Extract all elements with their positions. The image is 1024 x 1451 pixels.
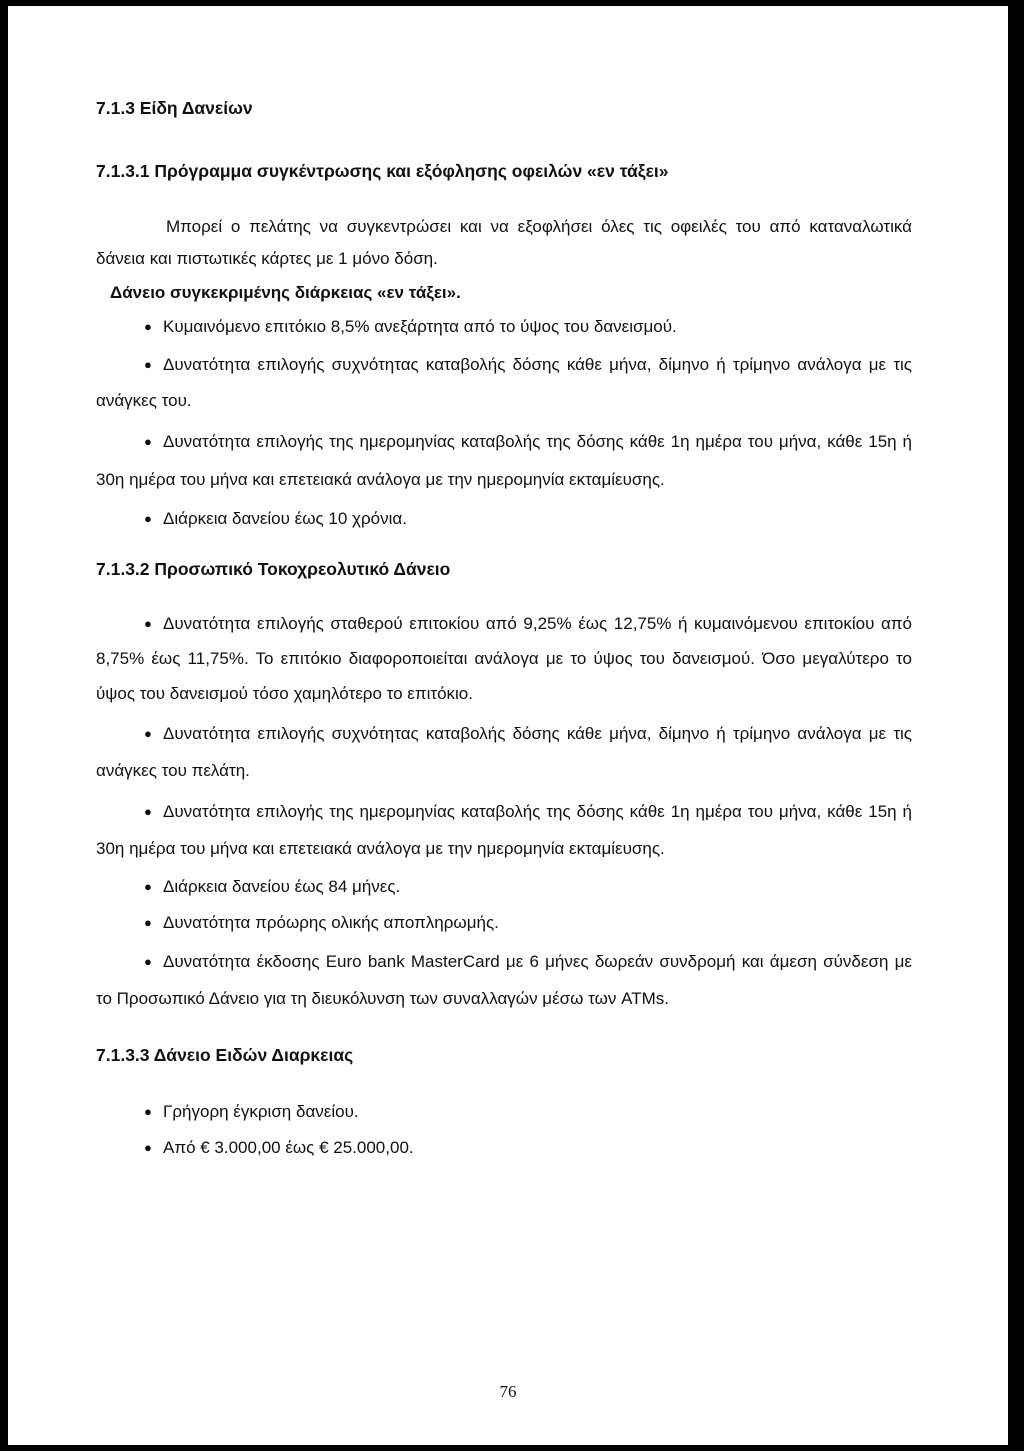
- bullet-icon: ●: [144, 879, 152, 894]
- bullet-icon: ●: [144, 726, 152, 741]
- document-page: [8, 6, 1008, 1445]
- list-item: ● Δυνατότητα επιλογής συχνότητας καταβολής δόσης κάθε μήνα, δίμηνο ή τρίμηνο ανάλογα με τις ανάγκες του πελάτη.: [96, 715, 912, 789]
- list-item: ● Δυνατότητα πρόωρης ολικής αποπληρωμής.: [96, 907, 912, 939]
- list-item: ● Διάρκεια δανείου έως 10 χρόνια.: [96, 503, 912, 535]
- bullet-icon: ●: [144, 616, 152, 631]
- list-item: ● Δυνατότητα επιλογής της ημερομηνίας καταβολής της δόσης κάθε 1η ημέρα του μήνα, κάθε 15η ή 30η ημέρα του μήνα και επετειακά ανάλογα με την ημερομηνία εκταμίευσης.: [96, 793, 912, 867]
- document-body: [96, 98, 912, 1164]
- page-number: 76: [499, 1382, 517, 1401]
- bullet-icon: ●: [144, 1140, 152, 1155]
- list-item: ● Γρήγορη έγκριση δανείου.: [96, 1096, 912, 1128]
- loan-subheading: Δάνειο συγκεκριμένης διάρκειας «εν τάξει».: [110, 283, 461, 302]
- section-heading-7-1-3-2: 7.1.3.2 Προσωπικό Τοκοχρεολυτικό Δάνειο: [96, 559, 451, 579]
- section-heading-7-1-3-3: 7.1.3.3 Δάνειο Ειδών Διαρκειας: [96, 1045, 354, 1065]
- list-item: ● Από € 3.000,00 έως € 25.000,00.: [96, 1132, 912, 1164]
- bullet-icon: ●: [144, 804, 152, 819]
- list-item: ● Δυνατότητα επιλογής της ημερομηνίας καταβολής της δόσης κάθε 1η ημέρα του μήνα, κάθε 15η ή 30η ημέρα του μήνα και επετειακά ανάλογα με την ημερομηνία εκταμίευσης.: [96, 423, 912, 499]
- list-item: ● Κυμαινόμενο επιτόκιο 8,5% ανεξάρτητα από το ύψος του δανεισμού.: [96, 311, 912, 343]
- bullet-icon: ●: [144, 434, 152, 449]
- list-item: ● Δυνατότητα επιλογής σταθερού επιτοκίου από 9,25% έως 12,75% ή κυμαινόμενου επιτοκίου από 8,75% έως 11,75%. Το επιτόκιο διαφοροποιείται ανάλογα με το ύψος του δανεισμού. Όσο μεγαλύτερο το ύψος του δανεισμού τόσο χαμηλότερο το επιτόκιο.: [96, 606, 912, 711]
- list-item: ● Διάρκεια δανείου έως 84 μήνες.: [96, 871, 912, 903]
- bullet-icon: ●: [144, 1104, 152, 1119]
- list-item: ● Δυνατότητα έκδοσης Euro bank MasterCard με 6 μήνες δωρεάν συνδρομή και άμεση σύνδεση με το Προσωπικό Δάνειο για τη διευκόλυνση των συναλλαγών μέσω των ATMs.: [96, 943, 912, 1017]
- bullet-icon: ●: [144, 511, 152, 526]
- bullet-icon: ●: [144, 915, 152, 930]
- section-heading-7-1-3: 7.1.3 Είδη Δανείων: [96, 98, 253, 118]
- list-item: ● Δυνατότητα επιλογής συχνότητας καταβολής δόσης κάθε μήνα, δίμηνο ή τρίμηνο ανάλογα με τις ανάγκες του.: [96, 347, 912, 419]
- bullet-icon: ●: [144, 954, 152, 969]
- intro-paragraph: Μπορεί ο πελάτης να συγκεντρώσει και να εξοφλήσει όλες τις οφειλές του από καταναλωτικά δάνεια και πιστωτικές κάρτες με 1 μόνο δόση.: [96, 217, 912, 268]
- section-heading-7-1-3-1: 7.1.3.1 Πρόγραμμα συγκέντρωσης και εξόφλησης οφειλών «εν τάξει»: [96, 161, 669, 181]
- bullet-icon: ●: [144, 357, 152, 372]
- bullet-icon: ●: [144, 319, 152, 334]
